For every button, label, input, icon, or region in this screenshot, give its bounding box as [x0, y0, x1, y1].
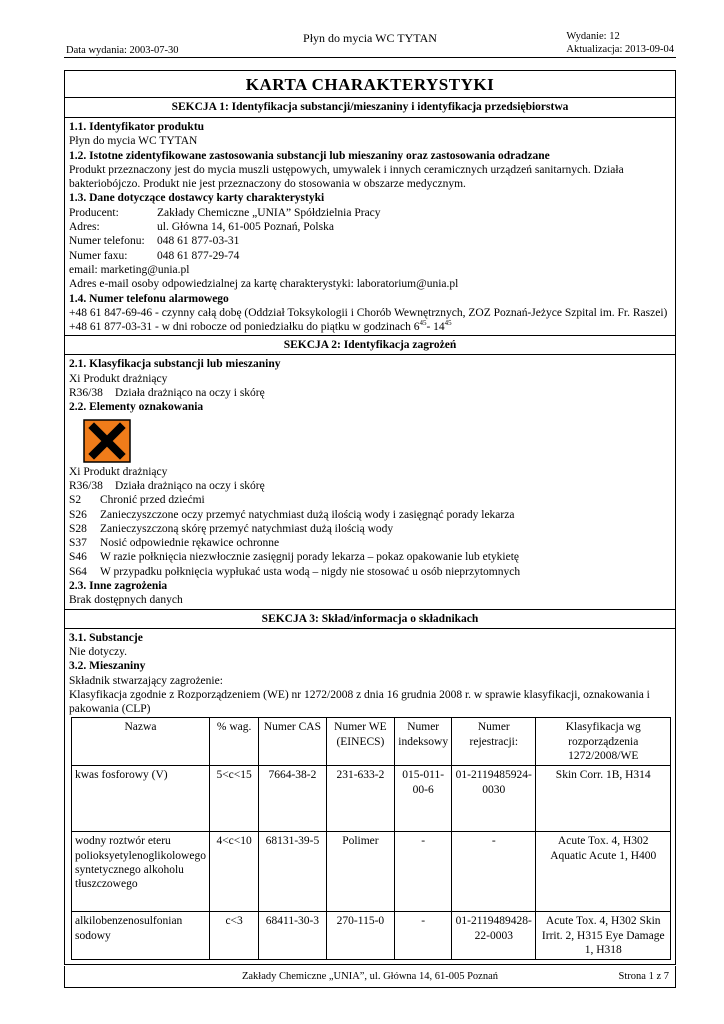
heading-1-3: 1.3. Dane dotyczące dostawcy karty charakterystyki [69, 192, 325, 205]
header-edition-block [566, 30, 674, 56]
heading-3-2: 3.2. Mieszaniny [69, 660, 146, 673]
heading-2-2: 2.2. Elementy oznakowania [69, 401, 204, 414]
s-phrase-row [69, 565, 671, 579]
cell-we: 231-633-2 [326, 766, 395, 832]
cell-clp: Acute Tox. 4, H302 Aquatic Acute 1, H400 [536, 832, 671, 912]
s-phrase-text: Zanieczyszczone oczy przemyć natychmiast dużą ilością wody i zasięgnąć porady lekarza [100, 508, 515, 521]
s-phrase-code: S26 [69, 508, 87, 521]
header-edition: Wydanie: 12 [566, 31, 620, 42]
s-phrase-text: W razie połknięcia niezwłocznie zasięgnij porady lekarza – pokaz opakowanie lub etykietę [100, 551, 520, 564]
classification-1: Xi Produkt drażniący [69, 372, 168, 385]
hazardous-component-label: Składnik stwarzający zagrożenie: [69, 674, 223, 687]
header-issue-date: Data wydania: 2003-07-30 [66, 45, 179, 56]
use-description: Produkt przeznaczony jest do mycia muszli ustępowych, umywalek i innych ceramicznych urządzeń sanitarnych. Działa bakteriobójczo. Produkt nie jest przeznaczony do stosowania w obszarze medycznym. [69, 163, 624, 191]
section-2-title: SEKCJA 2: Identyfikacja zagrożeń [65, 335, 675, 355]
substances-text: Nie dotyczy. [69, 645, 128, 658]
page-header [64, 28, 676, 58]
other-hazards: Brak dostępnych danych [69, 594, 183, 607]
cell-pct: c<3 [209, 912, 258, 960]
s-phrase-text: Chronić przed dziećmi [100, 494, 205, 507]
header-product-title: Płyn do mycia WC TYTAN [303, 31, 437, 45]
composition-table [71, 717, 671, 960]
heading-2-3: 2.3. Inne zagrożenia [69, 580, 168, 593]
col-header-pct: % wag. [209, 718, 258, 766]
emergency-phone-2: +48 61 877-03-31 - w dni robocze od poniedziałku do piątku w godzinach $6^{45}-$ $14^{45}$ [69, 319, 452, 334]
s-phrases-list [69, 493, 671, 579]
page-number: Strona 1 z 7 [618, 971, 669, 982]
table-row [72, 832, 671, 912]
s-phrase-text: Zanieczyszczoną skórę przemyć natychmiast dużą ilością wody [100, 522, 394, 535]
cell-index: 015-011-00-6 [395, 766, 452, 832]
phone-row [69, 234, 671, 248]
cell-name: wodny roztwór eteru polioksyetylenoglikolowego syntetycznego alkoholu tłuszczowego [72, 832, 210, 912]
section-3-title: SEKCJA 3: Skład/informacja o składnikach [65, 609, 675, 629]
col-header-clp: Klasyfikacja wg rozporządzenia 1272/2008/WE [536, 718, 671, 766]
table-row [72, 912, 671, 960]
heading-3-1: 3.1. Substancje [69, 631, 143, 644]
s-phrase-code: S28 [69, 522, 87, 535]
phone-label: Numer telefonu: [69, 235, 145, 248]
cell-clp: Acute Tox. 4, H302 Skin Irrit. 2, H315 Eye Damage 1, H318 [536, 912, 671, 960]
cell-reg: 01-2119485924-0030 [452, 766, 536, 832]
address-row [69, 220, 671, 234]
col-header-reg: Numer rejestracji: [452, 718, 536, 766]
address-value: ul. Główna 14, 61-005 Poznań, Polska [157, 221, 334, 234]
phone-value: 048 61 877-03-31 [157, 235, 240, 248]
cell-clp: Skin Corr. 1B, H314 [536, 766, 671, 832]
producer-row [69, 206, 671, 220]
cell-reg: - [452, 832, 536, 912]
s-phrase-code: S64 [69, 565, 87, 578]
fax-label: Numer faxu: [69, 249, 128, 262]
s-phrase-code: S2 [69, 494, 82, 507]
s-phrase-row [69, 550, 671, 564]
responsible-email: Adres e-mail osoby odpowiedzialnej za kartę charakterystyki: laboratorium@unia.pl [69, 278, 459, 291]
emergency-phone-1: +48 61 847-69-46 - czynny całą dobę (Oddział Toksykologii i Chorób Wewnętrznych, ZOZ Poznań-Jeżyce Szpital im. Fr. Raszei) [69, 306, 668, 319]
cell-name: kwas fosforowy (V) [72, 766, 210, 832]
cell-index: - [395, 832, 452, 912]
s-phrase-row [69, 493, 671, 507]
producer-value: Zakłady Chemiczne „UNIA” Spółdzielnia Pracy [157, 206, 381, 219]
label-2: R36/38 Działa drażniąco na oczy i skórę [69, 479, 265, 492]
table-row [72, 766, 671, 832]
cell-we: 270-115-0 [326, 912, 395, 960]
s-phrase-code: S37 [69, 537, 87, 550]
table-header-row [72, 718, 671, 766]
document-frame [64, 70, 676, 965]
s-phrase-row [69, 536, 671, 550]
col-header-we: Numer WE (EINECS) [326, 718, 395, 766]
cell-name: alkilobenzenosulfonian sodowy [72, 912, 210, 960]
cell-pct: 4<c<10 [209, 832, 258, 912]
col-header-index: Numer indeksowy [395, 718, 452, 766]
section-1-title: SEKCJA 1: Identyfikacja substancji/mieszaniny i identyfikacja przedsiębiorstwa [65, 98, 675, 118]
heading-2-1: 2.1. Klasyfikacja substancji lub mieszaniny [69, 358, 281, 371]
label-1: Xi Produkt drażniący [69, 465, 168, 478]
product-name: Płyn do mycia WC TYTAN [69, 135, 198, 148]
irritant-x-icon [83, 419, 131, 463]
col-header-name: Nazwa [72, 718, 210, 766]
cell-reg: 01-2119489428-22-0003 [452, 912, 536, 960]
clp-text: Klasyfikacja zgodnie z Rozporządzeniem (WE) nr 1272/2008 z dnia 16 grudnia 2008 r. w sprawie klasyfikacji, oznakowania i pakowania (CLP) [69, 688, 650, 716]
s-phrase-code: S46 [69, 551, 87, 564]
col-header-cas: Numer CAS [259, 718, 326, 766]
cell-cas: 68411-30-3 [259, 912, 326, 960]
header-update: Aktualizacja: 2013-09-04 [566, 44, 674, 55]
cell-cas: 68131-39-5 [259, 832, 326, 912]
classification-2: R36/38 Działa drażniąco na oczy i skórę [69, 387, 265, 400]
cell-index: - [395, 912, 452, 960]
section-2-body [65, 355, 675, 608]
cell-we: Polimer [326, 832, 395, 912]
section-1-body [65, 118, 675, 335]
s-phrase-row [69, 508, 671, 522]
section-3-body [65, 629, 675, 718]
s-phrase-text: Nosić odpowiednie rękawice ochronne [100, 537, 280, 550]
s-phrase-text: W przypadku połknięcia wypłukać usta wodą – nigdy nie stosować u osób nieprzytomnych [100, 565, 521, 578]
fax-value: 048 61 877-29-74 [157, 249, 240, 262]
footer-address: Zakłady Chemiczne „UNIA”, ul. Główna 14, 61-005 Poznań [241, 971, 498, 982]
heading-1-4: 1.4. Numer telefonu alarmowego [69, 292, 229, 305]
email-link[interactable]: email: marketing@unia.pl [69, 263, 190, 276]
heading-1-1: 1.1. Identyfikator produktu [69, 121, 205, 133]
cell-cas: 7664-38-2 [259, 766, 326, 832]
s-phrase-row [69, 522, 671, 536]
producer-label: Producent: [69, 206, 119, 219]
address-label: Adres: [69, 221, 100, 234]
fax-row [69, 249, 671, 263]
cell-pct: 5<c<15 [209, 766, 258, 832]
page-footer [64, 966, 676, 988]
document-title: KARTA CHARAKTERYSTYKI [65, 71, 675, 98]
heading-1-2: 1.2. Istotne zidentyfikowane zastosowania substancji lub mieszaniny oraz zastosowania odradzane [69, 149, 550, 162]
